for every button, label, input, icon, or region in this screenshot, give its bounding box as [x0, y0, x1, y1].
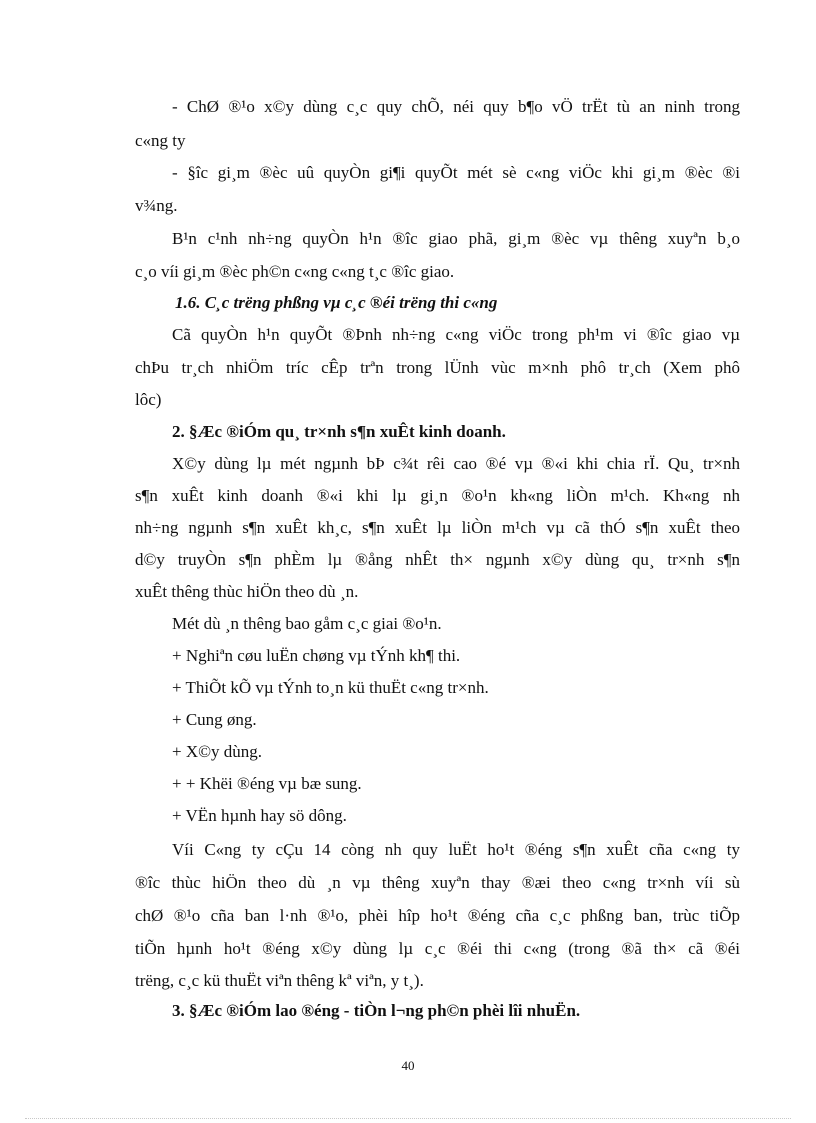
text-line: trëng, c¸c kü thuËt viªn thêng kª viªn, y t¸).: [135, 971, 424, 990]
text-line: chÞu tr¸ch nhiÖm tríc cÊp trªn trong lÜnh vùc m×nh phô tr¸ch (Xem phô: [135, 358, 740, 377]
text-line: c¸o víi gi¸m ®èc ph©n c«ng c«ng t¸c ®îc giao.: [135, 262, 455, 281]
text-line: B¹n c¹nh nh÷ng quyÒn h¹n ®îc giao phã, gi¸m ®èc vµ thêng xuyªn b¸o: [172, 229, 740, 248]
text-line: d©y truyÒn s¶n phÈm lµ ®ång nhÊt th× ngµnh x©y dùng qu¸ tr×nh s¶n: [135, 550, 740, 569]
list-item: + X©y dùng.: [172, 742, 263, 761]
text-line: nh÷ng ngµnh s¶n xuÊt kh¸c, s¶n xuÊt lµ liÒn m¹ch vµ cã thÓ s¶n xuÊt theo: [135, 518, 740, 537]
list-item: + ThiÕt kÕ vµ tÝnh to¸n kü thuËt c«ng tr×nh.: [172, 678, 489, 697]
list-item: + Nghiªn cøu luËn chøng vµ tÝnh kh¶ thi.: [172, 646, 461, 665]
text-line: X©y dùng lµ mét ngµnh bÞ c¾t rêi cao ®é vµ ®«i khi chia rÏ. Qu¸ tr×nh: [172, 454, 740, 473]
text-line: s¶n xuÊt kinh doanh ®«i khi lµ gi¸n ®o¹n kh«ng liÒn m¹ch. Kh«ng nh: [135, 486, 740, 505]
list-item: + Cung øng.: [172, 710, 257, 729]
page-edge-divider: [25, 1118, 791, 1119]
section-heading: 2. §Æc ®iÓm qu¸ tr×nh s¶n xuÊt kinh doanh.: [172, 422, 506, 441]
text-line: tiÕn hµnh ho¹t ®éng x©y dùng lµ c¸c ®éi thi c«ng (trong ®ã th× cã ®éi: [135, 939, 740, 958]
text-line: chØ ®¹o cña ban l·nh ®¹o, phèi hîp ho¹t ®éng cña c¸c phßng ban, trùc tiÕp: [135, 906, 740, 925]
list-item: + + Khëi ®éng vµ bæ sung.: [172, 774, 362, 793]
text-line: Cã quyÒn h¹n quyÕt ®Þnh nh÷ng c«ng viÖc trong ph¹m vi ®îc giao vµ: [172, 325, 740, 344]
text-line: ®îc thùc hiÖn theo dù ¸n vµ thêng xuyªn thay ®æi theo c«ng tr×nh víi sù: [135, 873, 740, 892]
text-line: - §îc gi¸m ®èc uû quyÒn gi¶i quyÕt mét sè c«ng viÖc khi gi¸m ®èc ®i: [172, 163, 740, 182]
text-line: Mét dù ¸n thêng bao gåm c¸c giai ®o¹n.: [172, 614, 442, 633]
text-line: lôc): [135, 390, 162, 409]
text-line: xuÊt thêng thùc hiÖn theo dù ¸n.: [135, 582, 359, 601]
section-heading: 3. §Æc ®iÓm lao ®éng - tiÒn l¬ng ph©n phèi lîi nhuËn.: [172, 1001, 581, 1020]
page-number: 40: [401, 1058, 415, 1073]
text-line: - ChØ ®¹o x©y dùng c¸c quy chÕ, néi quy b¶o vÖ trËt tù an ninh trong: [172, 97, 740, 116]
text-line: Víi C«ng ty cÇu 14 còng nh quy luËt ho¹t ®éng s¶n xuÊt cña c«ng ty: [172, 840, 740, 859]
text-line: v¾ng.: [135, 196, 178, 215]
text-line: c«ng ty: [135, 131, 186, 150]
list-item: + VËn hµnh hay sö dông.: [172, 806, 347, 825]
section-heading: 1.6. C¸c trëng phßng vµ c¸c ®éi trëng thi c«ng: [175, 293, 498, 312]
